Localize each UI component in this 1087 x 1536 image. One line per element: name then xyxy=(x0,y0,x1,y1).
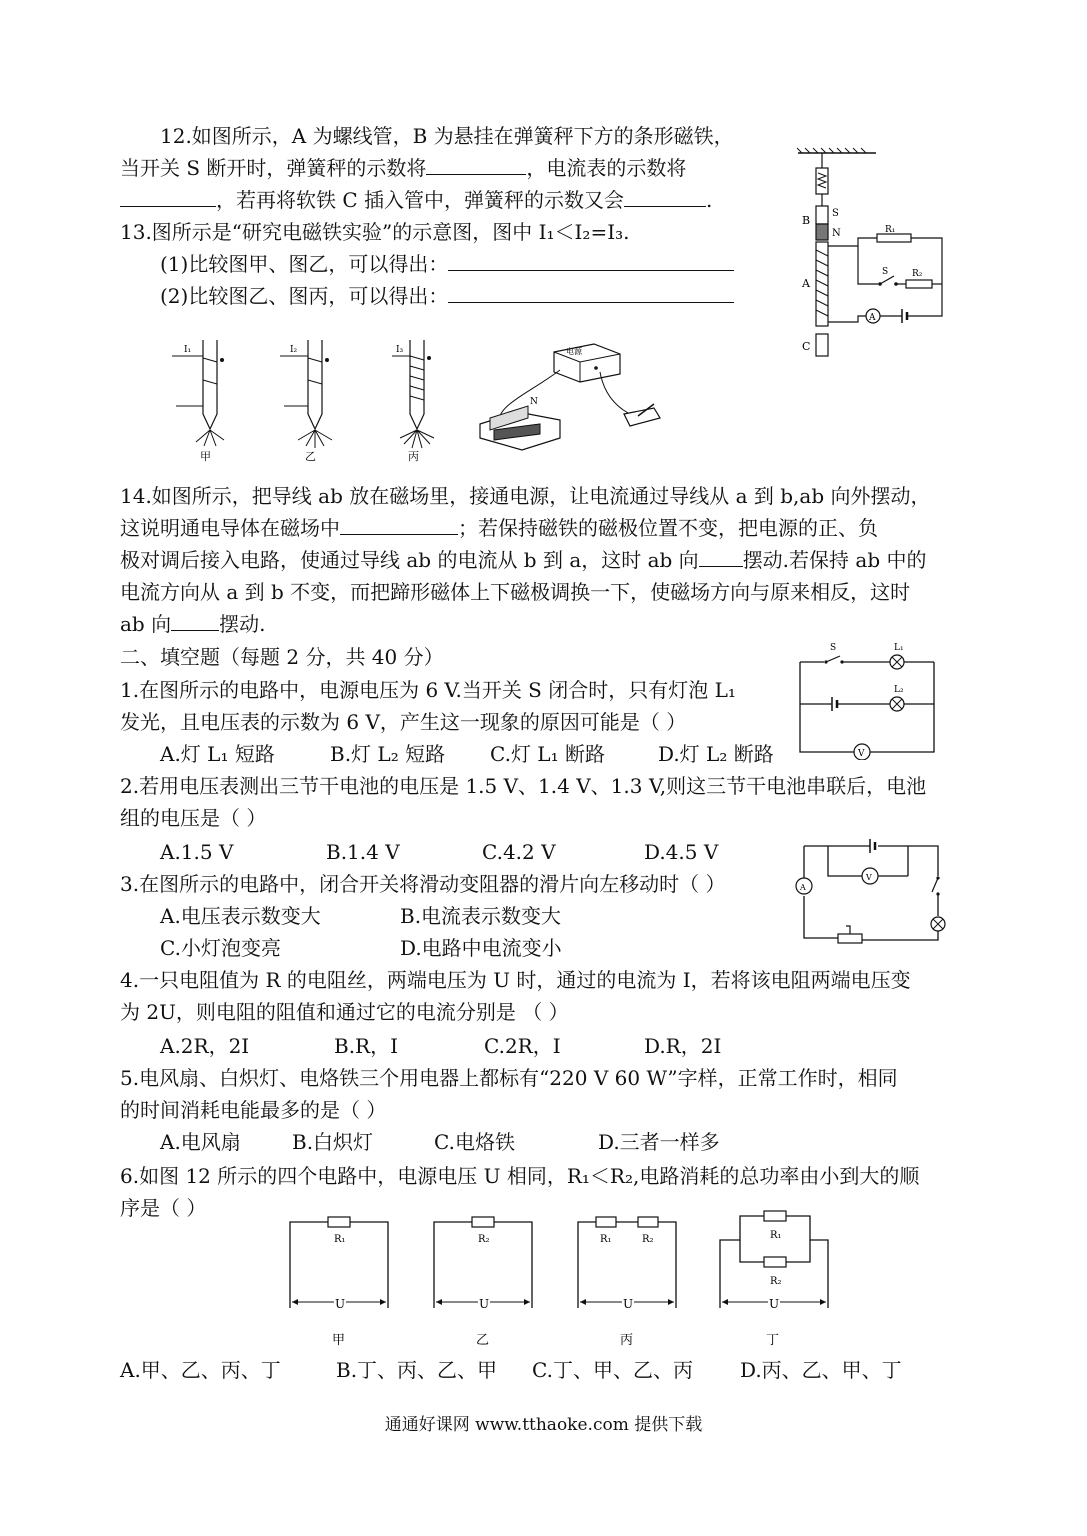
q13-label-i2: I₂ xyxy=(290,345,298,355)
q13-part-1 xyxy=(160,252,734,276)
q1-circuit-figure xyxy=(790,640,940,760)
q6-jia-r: R₁ xyxy=(334,1234,346,1245)
q3-option-d[interactable]: D.电路中电流变小 xyxy=(400,936,562,960)
q6-yi-u: U xyxy=(479,1297,490,1311)
q6-jia-u: U xyxy=(335,1297,346,1311)
q2-option-c[interactable]: C.4.2 V xyxy=(482,840,556,864)
q2-line-2: 组的电压是（ ） xyxy=(120,806,267,830)
q14-line-5 xyxy=(120,612,265,636)
q1-label-l2: L₂ xyxy=(894,685,904,695)
q1-option-d[interactable]: D.灯 L₂ 断路 xyxy=(658,742,774,766)
q14-text: 这说明通电导体在磁场中 xyxy=(120,516,340,540)
q5-option-b[interactable]: B.白炽灯 xyxy=(292,1130,374,1154)
power-source-setup xyxy=(480,344,660,450)
q14-line-2 xyxy=(120,516,878,540)
q6-line-2: 序是（ ） xyxy=(120,1196,207,1220)
q2-option-d[interactable]: D.4.5 V xyxy=(644,840,719,864)
circuit-jia xyxy=(290,1217,388,1348)
q14-line-4: 电流方向从 a 到 b 不变，而把蹄形磁体上下磁极调换一下，使磁场方向与原来相反，这时 xyxy=(120,580,911,604)
q12-solenoid-figure xyxy=(780,146,960,361)
q1-label-l1: L₁ xyxy=(894,643,904,653)
q12-label-s: S xyxy=(832,208,839,219)
q6-line-1: 6.如图 12 所示的四个电路中，电源电压 U 相同，R₁＜R₂,电路消耗的总功率由小到大的顺 xyxy=(120,1164,920,1188)
q6-option-c[interactable]: C.丁、甲、乙、丙 xyxy=(532,1358,693,1382)
q13-label-bing: 丙 xyxy=(408,450,419,462)
q3-label-a: A xyxy=(800,883,806,892)
q6-option-b[interactable]: B.丁、丙、乙、甲 xyxy=(336,1358,498,1382)
q13-power-label: 电源 xyxy=(566,347,582,356)
q12-line-1: 12.如图所示，A 为螺线管，B 为悬挂在弹簧秤下方的条形磁铁， xyxy=(160,124,734,148)
q6-yi-r: R₂ xyxy=(478,1234,490,1245)
q5-option-d[interactable]: D.三者一样多 xyxy=(598,1130,720,1154)
rheostat-icon xyxy=(838,934,862,943)
q3-option-a[interactable]: A.电压表示数变大 xyxy=(160,904,321,928)
q6-option-a[interactable]: A.甲、乙、丙、丁 xyxy=(120,1358,281,1382)
q6-label-yi: 乙 xyxy=(476,1333,490,1348)
q1-line-2: 发光，且电压表的示数为 6 V，产生这一现象的原因可能是（ ） xyxy=(120,710,687,734)
q13-text: (1)比较图甲、图乙，可以得出： xyxy=(160,252,449,276)
q13-electromagnet-figure xyxy=(168,334,688,462)
q14-text: 摆动. xyxy=(219,612,266,636)
electromagnet-yi xyxy=(280,340,332,462)
q4-option-c[interactable]: C.2R，I xyxy=(484,1034,561,1058)
q13-part-2 xyxy=(160,284,734,308)
q12-text: . xyxy=(706,188,713,212)
q14-text: ab 向 xyxy=(120,612,172,636)
q13-label-i3: I₃ xyxy=(396,345,404,355)
q1-option-c[interactable]: C.灯 L₁ 断路 xyxy=(490,742,605,766)
q1-line-1: 1.在图所示的电路中，电源电压为 6 V.当开关 S 闭合时，只有灯泡 L₁ xyxy=(120,678,736,702)
q12-blank-3[interactable] xyxy=(624,188,706,207)
circuit-yi xyxy=(434,1217,532,1348)
electromagnet-bing xyxy=(392,340,434,462)
q6-label-bing: 丙 xyxy=(620,1333,634,1348)
q4-line-1: 4.一只电阻值为 R 的电阻丝，两端电压为 U 时，通过的电流为 I，若将该电阻两端电压变 xyxy=(120,968,911,992)
q2-line-1: 2.若用电压表测出三节干电池的电压是 1.5 V、1.4 V、1.3 V,则这三节干电池串联后，电池 xyxy=(120,774,927,798)
q14-blank-2[interactable] xyxy=(699,548,743,567)
q14-line-1: 14.如图所示，把导线 ab 放在磁场里，接通电源，让电流通过导线从 a 到 b,ab 向外摆动， xyxy=(120,484,931,508)
q3-option-c[interactable]: C.小灯泡变亮 xyxy=(160,936,281,960)
electromagnet-jia xyxy=(172,340,224,462)
q6-ding-u: U xyxy=(769,1297,780,1311)
q6-bing-u: U xyxy=(623,1297,634,1311)
q13-text: (2)比较图乙、图丙，可以得出： xyxy=(160,284,449,308)
q6-circuits-figure xyxy=(280,1204,840,1352)
q12-label-r2: R₂ xyxy=(912,269,923,279)
q4-line-2: 为 2U，则电阻的阻值和通过它的电流分别是 （ ） xyxy=(120,1000,569,1024)
q12-label-c: C xyxy=(802,340,811,353)
q6-bing-r1: R₁ xyxy=(600,1234,612,1245)
q6-ding-r2: R₂ xyxy=(770,1276,782,1287)
section-heading: 二、填空题（每题 2 分，共 40 分） xyxy=(120,645,444,669)
q12-line-2 xyxy=(120,156,686,180)
q6-label-jia: 甲 xyxy=(332,1333,346,1348)
q5-option-a[interactable]: A.电风扇 xyxy=(160,1130,241,1154)
q2-option-a[interactable]: A.1.5 V xyxy=(160,840,234,864)
q12-label-switch: S xyxy=(882,267,889,277)
page-footer: 通通好课网 www.tthaoke.com 提供下载 xyxy=(384,1415,703,1435)
q13-label-jia: 甲 xyxy=(200,450,211,462)
q5-option-c[interactable]: C.电烙铁 xyxy=(434,1130,515,1154)
q12-ammeter-label: A xyxy=(869,313,876,323)
q12-label-r1: R₁ xyxy=(885,225,896,235)
q6-option-d[interactable]: D.丙、乙、甲、丁 xyxy=(740,1358,902,1382)
q5-line-1: 5.电风扇、白炽灯、电烙铁三个用电器上都标有“220 V 60 W”字样，正常工作时，相同 xyxy=(120,1066,898,1090)
q13-n-label: N xyxy=(530,397,538,407)
q4-option-d[interactable]: D.R，2I xyxy=(644,1034,722,1058)
q13-line-1: 13.图所示是“研究电磁铁实验”的示意图，图中 I₁＜I₂=I₃. xyxy=(120,220,630,244)
q12-blank-2[interactable] xyxy=(120,188,216,207)
q14-text: 摆动.若保持 ab 中的 xyxy=(742,548,927,572)
q12-blank-1[interactable] xyxy=(426,156,526,175)
q14-blank-1[interactable] xyxy=(340,516,458,535)
q12-label-a: A xyxy=(802,277,810,290)
q3-circuit-figure xyxy=(790,836,950,948)
q12-text: ，若再将软铁 C 插入管中，弹簧秤的示数又会 xyxy=(216,188,625,212)
q6-bing-r2: R₂ xyxy=(642,1234,654,1245)
q2-option-b[interactable]: B.1.4 V xyxy=(326,840,400,864)
q6-ding-r1: R₁ xyxy=(770,1230,782,1241)
q13-label-i1: I₁ xyxy=(184,345,192,355)
q13-label-yi: 乙 xyxy=(305,450,316,462)
circuit-ding xyxy=(720,1211,828,1348)
q14-line-3 xyxy=(120,548,927,572)
q5-line-2: 的时间消耗电能最多的是（ ） xyxy=(120,1098,387,1122)
q1-option-a[interactable]: A.灯 L₁ 短路 xyxy=(160,742,275,766)
q4-option-b[interactable]: B.R，I xyxy=(334,1034,399,1058)
q12-text: ，电流表的示数将 xyxy=(526,156,687,180)
q12-line-3 xyxy=(120,188,712,212)
q12-label-b: B xyxy=(802,214,811,227)
q13-blank-2[interactable] xyxy=(448,284,734,303)
q1-option-b[interactable]: B.灯 L₂ 短路 xyxy=(330,742,446,766)
q14-text: ；若保持磁铁的磁极位置不变，把电源的正、负 xyxy=(458,516,878,540)
q13-blank-1[interactable] xyxy=(448,252,734,271)
svg-text:V: V xyxy=(866,873,872,882)
q1-label-v: V xyxy=(858,749,865,759)
q12-label-n: N xyxy=(832,228,841,239)
q14-text: 极对调后接入电路，使通过导线 ab 的电流从 b 到 a，这时 ab 向 xyxy=(120,548,699,572)
q6-label-ding: 丁 xyxy=(766,1333,780,1348)
q12-text: 当开关 S 断开时，弹簧秤的示数将 xyxy=(120,156,427,180)
q14-blank-3[interactable] xyxy=(171,612,219,631)
q3-option-b[interactable]: B.电流表示数变大 xyxy=(400,904,562,928)
q1-label-s: S xyxy=(830,643,837,653)
circuit-bing xyxy=(578,1217,676,1348)
q4-option-a[interactable]: A.2R，2I xyxy=(160,1034,250,1058)
q3-line-1: 3.在图所示的电路中，闭合开关将滑动变阻器的滑片向左移动时（ ） xyxy=(120,872,726,896)
